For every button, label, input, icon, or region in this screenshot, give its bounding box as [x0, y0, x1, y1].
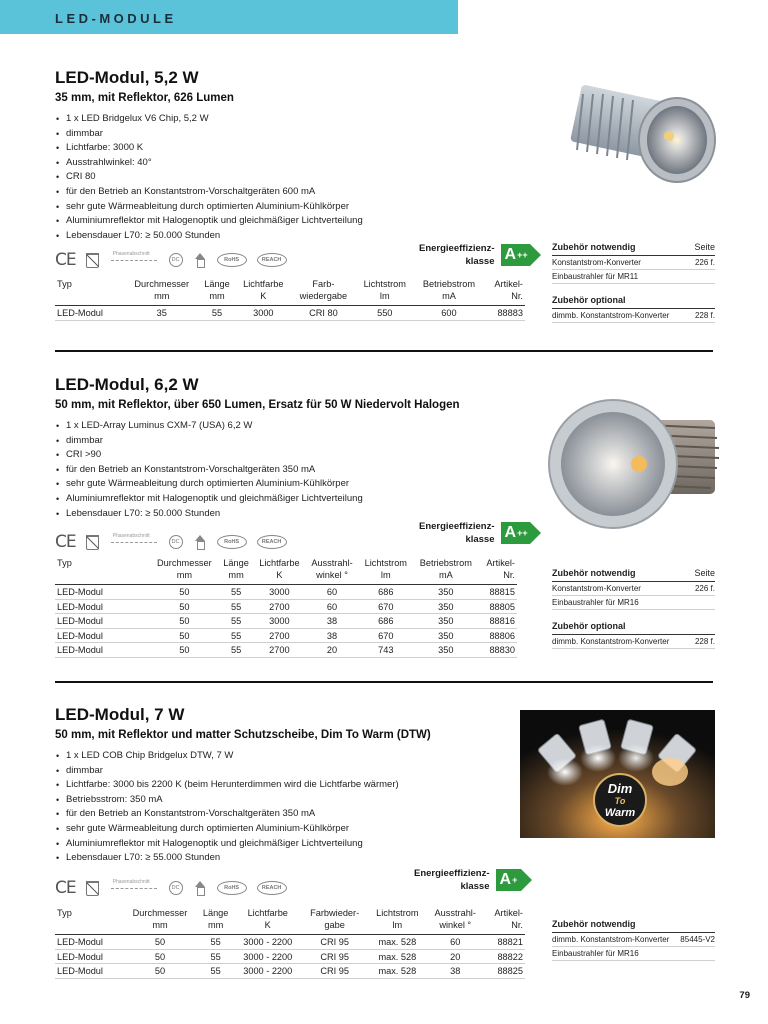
table-cell: 50: [150, 614, 219, 629]
table-cell: 550: [356, 306, 414, 321]
spec-table: [55, 907, 525, 979]
table-cell: 55: [219, 585, 254, 600]
table-cell: 88830: [479, 643, 517, 658]
table-cell: 3000 - 2200: [234, 949, 301, 964]
feature-item: • dimmbar: [55, 434, 715, 449]
table-row: [55, 585, 517, 600]
product-subtitle: 50 mm, mit Reflektor, über 650 Lumen, Ersatz für 50 W Niedervolt Halogen: [55, 399, 460, 411]
feature-item: • sehr gute Wärmeableitung durch optimierten Aluminium-Kühlkörper: [55, 200, 715, 215]
table-cell: max. 528: [368, 949, 427, 964]
table-cell: LED-Modul: [55, 599, 150, 614]
table-cell: 55: [219, 628, 254, 643]
reach-icon: REACH: [257, 535, 287, 549]
table-cell: 350: [413, 599, 479, 614]
table-cell: 38: [427, 964, 484, 979]
table-cell: 55: [197, 935, 234, 950]
table-cell: 88821: [484, 935, 525, 950]
col-header: Länge mm: [197, 907, 234, 935]
table-cell: 350: [413, 643, 479, 658]
feature-item: • Lichtfarbe: 3000 K: [55, 141, 715, 156]
certification-row: [55, 532, 287, 552]
table-cell: 88816: [479, 614, 517, 629]
energy-label-line1: Energieeffizienz-: [419, 243, 495, 254]
accessory-item: dimmb. Konstantstrom-Konverter 228 f.: [552, 309, 715, 323]
table-cell: 350: [413, 628, 479, 643]
rohs-icon: RoHS: [217, 253, 247, 267]
table-cell: 88805: [479, 599, 517, 614]
certification-row: [55, 878, 287, 898]
table-cell: CRI 95: [301, 949, 368, 964]
table-cell: 55: [197, 949, 234, 964]
accessories-box: [552, 242, 715, 323]
energy-label-line2: klasse: [460, 881, 490, 892]
product-subtitle: 50 mm, mit Reflektor und matter Schutzscheibe, Dim To Warm (DTW): [55, 729, 431, 741]
energy-efficiency-label: [419, 242, 530, 268]
dim-badge-line1: Dim: [607, 781, 633, 796]
table-cell: 60: [427, 935, 484, 950]
col-header: Lichtstrom lm: [359, 557, 413, 585]
col-header: Lichtfarbe K: [236, 278, 292, 306]
feature-item: • Aluminiumreflektor mit Halogenoptik und gleichmäßiger Lichtverteilung: [55, 837, 715, 852]
feature-item: • Lebensdauer L70: ≥ 50.000 Stunden: [55, 229, 715, 244]
col-header: Artikel- Nr.: [479, 557, 517, 585]
col-header: Artikel- Nr.: [484, 907, 525, 935]
table-cell: 35: [125, 306, 198, 321]
table-cell: 50: [150, 599, 219, 614]
col-header: Typ: [55, 907, 123, 935]
table-cell: 50: [150, 643, 219, 658]
weee-bin-icon: [86, 535, 99, 550]
table-cell: 55: [219, 614, 254, 629]
col-header: Ausstrahl- winkel °: [427, 907, 484, 935]
page-number: 79: [739, 990, 750, 1001]
feature-item: • für den Betrieb an Konstantstrom-Vorschaltgeräten 350 mA: [55, 463, 715, 478]
table-cell: LED-Modul: [55, 585, 150, 600]
table-cell: 3000 - 2200: [234, 964, 301, 979]
table-cell: CRI 95: [301, 935, 368, 950]
table-cell: 55: [219, 599, 254, 614]
energy-class-arrow: A ++: [501, 244, 530, 266]
weee-bin-icon: [86, 253, 99, 268]
col-header: Betriebstrom mA: [414, 278, 484, 306]
table-cell: 350: [413, 614, 479, 629]
certification-row: [55, 250, 287, 270]
col-header: Durchmesser mm: [125, 278, 198, 306]
driver-icon: DC: [169, 535, 183, 549]
feature-item: • CRI 80: [55, 170, 715, 185]
col-header: Durchmesser mm: [123, 907, 197, 935]
indoor-house-icon: [193, 881, 207, 895]
accessories-required-header: Zubehör notwendig Seite: [552, 568, 715, 582]
dimmable-icon: Phasenabschnitt: [109, 535, 159, 549]
table-cell: 60: [305, 585, 358, 600]
col-header: Durchmesser mm: [150, 557, 219, 585]
dimmable-icon: Phasenabschnitt: [109, 253, 159, 267]
feature-item: • Betriebsstrom: 350 mA: [55, 793, 715, 808]
table-cell: 50: [123, 964, 197, 979]
table-row: [55, 964, 525, 979]
dimmable-icon: Phasenabschnitt: [109, 881, 159, 895]
dim-to-warm-image: [520, 710, 715, 838]
accessory-item: dimmb. Konstantstrom-Konverter 85445-V2: [552, 933, 715, 947]
product-title: LED-Modul, 6,2 W: [55, 375, 199, 394]
feature-item: • Lebensdauer L70: ≥ 50.000 Stunden: [55, 507, 715, 522]
col-header: Lichtstrom lm: [368, 907, 427, 935]
section-divider: [55, 350, 713, 352]
rohs-icon: RoHS: [217, 881, 247, 895]
energy-label-line1: Energieeffizienz-: [414, 868, 490, 879]
table-cell: LED-Modul: [55, 614, 150, 629]
table-cell: 50: [123, 935, 197, 950]
product-subtitle: 35 mm, mit Reflektor, 626 Lumen: [55, 92, 234, 104]
accessory-item: Konstantstrom-Konverter 226 f.: [552, 256, 715, 270]
accessories-box: [552, 568, 715, 649]
feature-item: • 1 x LED-Array Luminus CXM-7 (USA) 6,2 W: [55, 419, 715, 434]
table-cell: 55: [219, 643, 254, 658]
table-cell: 3000 - 2200: [234, 935, 301, 950]
feature-item: • Lichtfarbe: 3000 bis 2200 K (beim Herunterdimmen wird die Lichtfarbe wärmer): [55, 778, 715, 793]
led-module-5w-image: [565, 72, 725, 192]
col-header: Farb- wiedergabe: [291, 278, 356, 306]
accessory-item: Einbaustrahler für MR16: [552, 596, 715, 610]
table-cell: 50: [123, 949, 197, 964]
accessories-required-header: Zubehör notwendig: [552, 919, 715, 933]
table-cell: 38: [305, 628, 358, 643]
section-divider: [55, 681, 713, 683]
table-cell: 3000: [236, 306, 292, 321]
rohs-icon: RoHS: [217, 535, 247, 549]
col-header: Lichtfarbe K: [253, 557, 305, 585]
accessory-item: dimmb. Konstantstrom-Konverter 228 f.: [552, 635, 715, 649]
col-header: Betriebstrom mA: [413, 557, 479, 585]
col-header: Artikel- Nr.: [484, 278, 525, 306]
col-header: Länge mm: [219, 557, 254, 585]
feature-item: • 1 x LED COB Chip Bridgelux DTW, 7 W: [55, 749, 715, 764]
table-cell: 60: [305, 599, 358, 614]
product-title: LED-Modul, 7 W: [55, 705, 185, 724]
accessories-required-header: Zubehör notwendig Seite: [552, 242, 715, 256]
table-cell: LED-Modul: [55, 935, 123, 950]
table-cell: 88806: [479, 628, 517, 643]
feature-item: • Ausstrahlwinkel: 40°: [55, 156, 715, 171]
table-cell: 55: [198, 306, 235, 321]
weee-bin-icon: [86, 881, 99, 896]
feature-item: • sehr gute Wärmeableitung durch optimierten Aluminium-Kühlkörper: [55, 477, 715, 492]
table-cell: LED-Modul: [55, 306, 125, 321]
table-cell: 2700: [253, 628, 305, 643]
feature-item: • für den Betrieb an Konstantstrom-Vorschaltgeräten 600 mA: [55, 185, 715, 200]
accessory-item: Konstantstrom-Konverter 226 f.: [552, 582, 715, 596]
accessories-box: [552, 919, 715, 961]
table-cell: 600: [414, 306, 484, 321]
energy-label-line2: klasse: [465, 534, 495, 545]
table-cell: max. 528: [368, 964, 427, 979]
ce-mark-icon: CE: [55, 878, 76, 898]
col-header: Lichtstrom lm: [356, 278, 414, 306]
col-header: Typ: [55, 278, 125, 306]
table-cell: 20: [427, 949, 484, 964]
energy-efficiency-label: [419, 520, 530, 546]
section-header-band: [0, 0, 458, 34]
indoor-house-icon: [193, 253, 207, 267]
ce-mark-icon: CE: [55, 250, 76, 270]
table-cell: 3000: [253, 614, 305, 629]
table-cell: LED-Modul: [55, 964, 123, 979]
table-row: [55, 614, 517, 629]
col-header: Lichtfarbe K: [234, 907, 301, 935]
table-cell: 88825: [484, 964, 525, 979]
col-header: Ausstrahl- winkel °: [305, 557, 358, 585]
table-row: [55, 306, 525, 321]
dim-badge-line2: To: [614, 796, 626, 806]
energy-label-line1: Energieeffizienz-: [419, 521, 495, 532]
accessories-optional-header: Zubehör optional: [552, 295, 715, 309]
feature-item: • Lebensdauer L70: ≥ 55.000 Stunden: [55, 851, 715, 866]
table-cell: LED-Modul: [55, 643, 150, 658]
table-cell: 686: [359, 614, 413, 629]
driver-icon: DC: [169, 253, 183, 267]
table-row: [55, 935, 525, 950]
accessory-item: Einbaustrahler für MR16: [552, 947, 715, 961]
table-cell: 686: [359, 585, 413, 600]
table-cell: 3000: [253, 585, 305, 600]
table-cell: 88822: [484, 949, 525, 964]
table-cell: LED-Modul: [55, 949, 123, 964]
reach-icon: REACH: [257, 253, 287, 267]
table-cell: 670: [359, 599, 413, 614]
dim-badge-line3: Warm: [604, 807, 636, 819]
energy-efficiency-label: [414, 867, 521, 893]
spec-table: [55, 278, 525, 321]
table-cell: 88883: [484, 306, 525, 321]
accessory-item: Einbaustrahler für MR11: [552, 270, 715, 284]
reach-icon: REACH: [257, 881, 287, 895]
feature-item: • 1 x LED Bridgelux V6 Chip, 5,2 W: [55, 112, 715, 127]
indoor-house-icon: [193, 535, 207, 549]
accessories-optional-header: Zubehör optional: [552, 621, 715, 635]
table-cell: 20: [305, 643, 358, 658]
col-header: Länge mm: [198, 278, 235, 306]
feature-item: • sehr gute Wärmeableitung durch optimierten Aluminium-Kühlkörper: [55, 822, 715, 837]
table-cell: 350: [413, 585, 479, 600]
table-row: [55, 628, 517, 643]
led-module-6w-image: [545, 398, 725, 533]
ce-mark-icon: CE: [55, 532, 76, 552]
feature-item: • Aluminiumreflektor mit Halogenoptik und gleichmäßiger Lichtverteilung: [55, 214, 715, 229]
table-row: [55, 643, 517, 658]
section-header-title: LED-MODULE: [55, 11, 177, 26]
feature-item: • CRI >90: [55, 448, 715, 463]
feature-item: • dimmbar: [55, 127, 715, 142]
table-cell: CRI 95: [301, 964, 368, 979]
energy-class-arrow: A ++: [501, 522, 530, 544]
energy-class-arrow: A +: [496, 869, 521, 891]
feature-item: • für den Betrieb an Konstantstrom-Vorschaltgeräten 350 mA: [55, 807, 715, 822]
col-header: Typ: [55, 557, 150, 585]
table-cell: 670: [359, 628, 413, 643]
table-cell: 743: [359, 643, 413, 658]
table-row: [55, 599, 517, 614]
table-cell: 2700: [253, 643, 305, 658]
table-row: [55, 949, 525, 964]
product-title: LED-Modul, 5,2 W: [55, 68, 199, 87]
energy-label-line2: klasse: [465, 256, 495, 267]
spec-table: [55, 557, 517, 658]
feature-item: • Aluminiumreflektor mit Halogenoptik und gleichmäßiger Lichtverteilung: [55, 492, 715, 507]
table-cell: 55: [197, 964, 234, 979]
table-cell: CRI 80: [291, 306, 356, 321]
table-cell: 50: [150, 585, 219, 600]
driver-icon: DC: [169, 881, 183, 895]
table-cell: 88815: [479, 585, 517, 600]
col-header: Farbwieder- gabe: [301, 907, 368, 935]
table-cell: 50: [150, 628, 219, 643]
feature-item: • dimmbar: [55, 764, 715, 779]
table-cell: max. 528: [368, 935, 427, 950]
table-cell: 2700: [253, 599, 305, 614]
table-cell: 38: [305, 614, 358, 629]
table-cell: LED-Modul: [55, 628, 150, 643]
